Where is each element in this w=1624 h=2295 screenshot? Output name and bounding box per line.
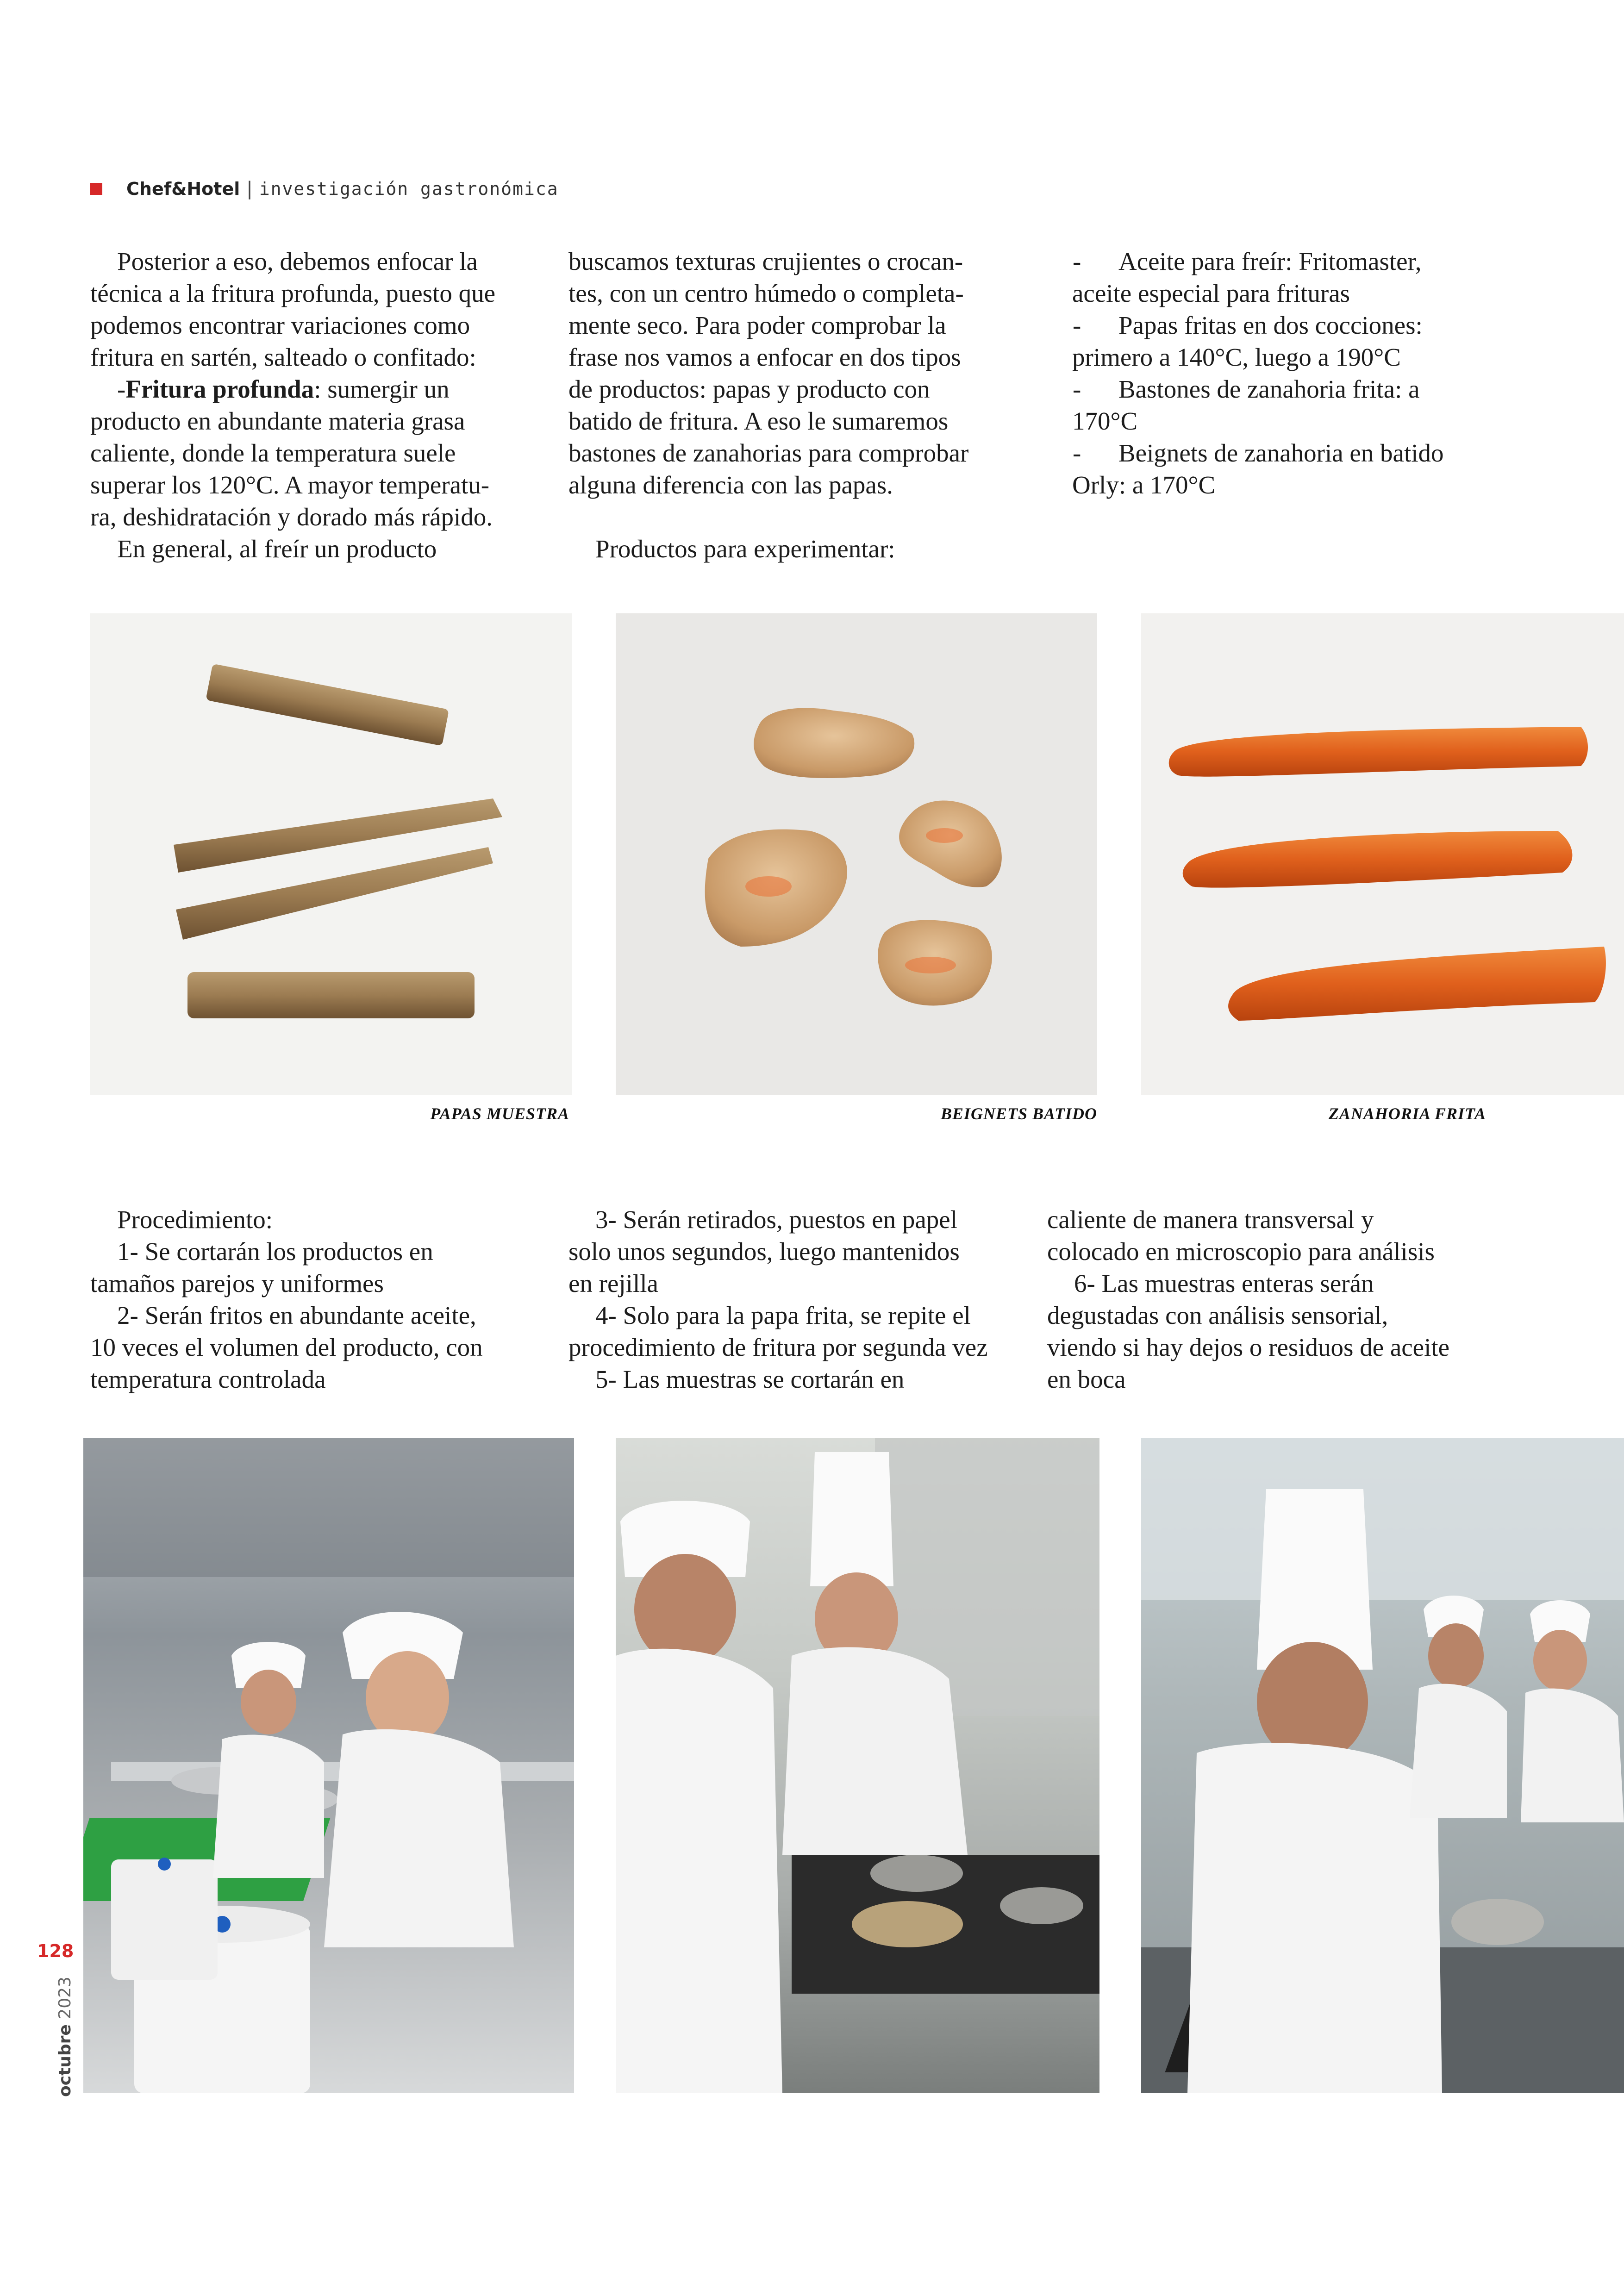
text-line: batido de fritura. A eso le sumaremos: [568, 407, 949, 435]
intro-column-2: [568, 245, 1013, 565]
caption-papas: PAPAS MUESTRA: [430, 1104, 569, 1123]
dash-bullet: -: [1073, 247, 1081, 275]
list-item-cont: primero a 140°C, luego a 190°C: [1072, 343, 1401, 371]
issue-date: [56, 1977, 75, 2097]
intro-column-1: [90, 245, 535, 565]
list-item-cont: aceite especial para frituras: [1072, 279, 1350, 307]
list-item-lead: Papas fritas en dos cocciones:: [1118, 311, 1423, 339]
text-line: bastones de zanahorias para comprobar: [568, 439, 969, 467]
text-line: 4- Solo para la papa frita, se repite el: [595, 1301, 971, 1329]
text-line: colocado en microscopio para análisis: [1047, 1237, 1435, 1266]
text-line: temperatura controlada: [90, 1365, 326, 1393]
list-item: [1047, 245, 1538, 309]
text-line: alguna diferencia con las papas.: [568, 471, 893, 499]
text-line: tamaños parejos y uniformes: [90, 1269, 384, 1297]
section-name: investigación gastronómica: [259, 179, 559, 199]
bold-term: Fritura profunda: [125, 375, 314, 403]
header-divider: |: [246, 178, 253, 200]
dash-bullet: -: [1073, 311, 1081, 339]
text-line: viendo si hay dejos o residuos de aceite: [1047, 1333, 1450, 1361]
procedure-column-1: [90, 1204, 535, 1395]
photo-chef-frying: [616, 1438, 1099, 2093]
magazine-brand: Chef&Hotel: [126, 179, 240, 199]
text-line: tes, con un centro húmedo o completa-: [568, 279, 964, 307]
list-item-cont: Orly: a 170°C: [1072, 471, 1216, 499]
text-line: ra, deshidratación y dorado más rápido.: [90, 503, 493, 531]
list-item: [1047, 373, 1538, 437]
text-line: solo unos segundos, luego mantenidos: [568, 1237, 960, 1266]
text-line: frase nos vamos a enfocar en dos tipos: [568, 343, 961, 371]
page-number: 128: [37, 1941, 74, 1961]
text-line: superar los 120°C. A mayor temperatu-: [90, 471, 490, 499]
ingredients-list: [1047, 245, 1538, 501]
dash-bullet: -: [1073, 375, 1081, 403]
list-item-lead: Bastones de zanahoria frita: a: [1118, 375, 1420, 403]
text-line: 5- Las muestras se cortarán en: [595, 1365, 905, 1393]
text-line: técnica a la fritura profunda, puesto que: [90, 279, 496, 307]
procedure-column-2: [568, 1204, 1013, 1395]
deep-fry-definition: [90, 373, 535, 405]
list-item: [1047, 437, 1538, 501]
procedure-column-3: [1047, 1204, 1538, 1395]
caption-beignets: BEIGNETS BATIDO: [940, 1104, 1097, 1123]
text-line: procedimiento de fritura por segunda vez: [568, 1333, 988, 1361]
procedure-heading: Procedimiento:: [117, 1205, 273, 1234]
text-line: fritura en sartén, salteado o confitado:: [90, 343, 476, 371]
text-line: mente seco. Para poder comprobar la: [568, 311, 946, 339]
list-item-lead: Beignets de zanahoria en batido: [1118, 439, 1444, 467]
text-line: 3- Serán retirados, puestos en papel: [595, 1205, 957, 1234]
text-line: En general, al freír un producto: [117, 535, 437, 563]
text-line: 1- Se cortarán los productos en: [117, 1237, 433, 1266]
text-line: en rejilla: [568, 1269, 658, 1297]
list-item-cont: 170°C: [1072, 407, 1138, 435]
text-line: 2- Serán fritos en abundante aceite,: [117, 1301, 476, 1329]
red-square-marker: [90, 183, 102, 195]
photo-fried-carrots: [1141, 613, 1624, 1095]
text-line: caliente de manera transversal y: [1047, 1205, 1374, 1234]
photo-beignets: [616, 613, 1097, 1095]
products-heading: Productos para experimentar:: [595, 535, 895, 563]
list-item-lead: Aceite para freír: Fritomaster,: [1118, 247, 1422, 275]
text-line: 6- Las muestras enteras serán: [1074, 1269, 1374, 1297]
photo-fries-sample: [90, 613, 572, 1095]
photo-chef-plating: [1141, 1438, 1624, 2093]
caption-zanahoria: ZANAHORIA FRITA: [1328, 1104, 1486, 1123]
photo-students-cutting: [83, 1438, 574, 2093]
issue-year: 2023: [56, 1977, 75, 2019]
text-line: : sumergir un: [314, 375, 450, 403]
running-header: [90, 178, 559, 200]
text-line: de productos: papas y producto con: [568, 375, 930, 403]
dash-prefix: -: [117, 375, 126, 403]
text-line: en boca: [1047, 1365, 1126, 1393]
text-line: Posterior a eso, debemos enfocar la: [117, 247, 478, 275]
text-line: 10 veces el volumen del producto, con: [90, 1333, 483, 1361]
text-line: caliente, donde la temperatura suele: [90, 439, 456, 467]
text-line: podemos encontrar variaciones como: [90, 311, 470, 339]
text-line: degustadas con análisis sensorial,: [1047, 1301, 1388, 1329]
dash-bullet: -: [1073, 439, 1081, 467]
issue-month: octubre: [56, 2024, 75, 2097]
text-line: buscamos texturas crujientes o crocan-: [568, 247, 963, 275]
list-item: [1047, 309, 1538, 373]
text-line: producto en abundante materia grasa: [90, 407, 465, 435]
